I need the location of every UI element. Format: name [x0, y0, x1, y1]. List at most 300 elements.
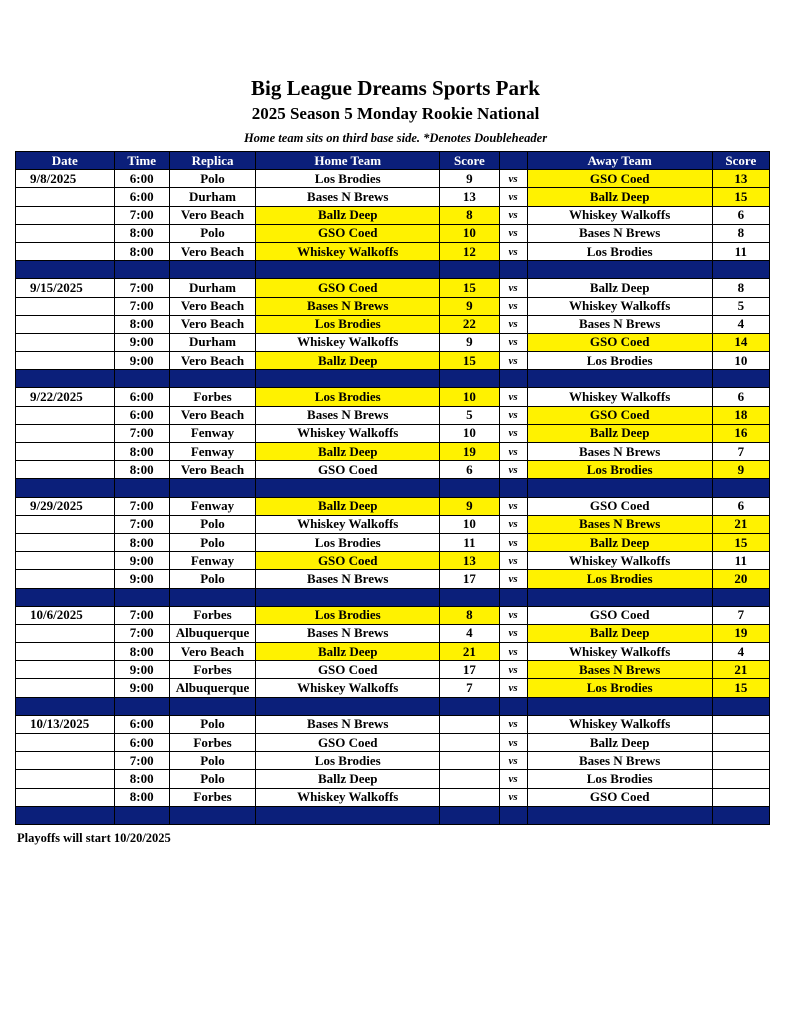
away-score-cell: 7: [712, 443, 769, 461]
replica-cell: Durham: [169, 188, 255, 206]
away-team-cell: GSO Coed: [527, 333, 712, 351]
vs-cell: vs: [499, 497, 527, 515]
away-score-cell: 21: [712, 515, 769, 533]
home-team-cell: GSO Coed: [256, 224, 440, 242]
table-row: [16, 770, 770, 788]
time-cell: 7:00: [114, 515, 169, 533]
table-row: [16, 443, 770, 461]
separator-cell: [527, 697, 712, 715]
table-row: [16, 661, 770, 679]
table-row: [16, 515, 770, 533]
table-row: [16, 461, 770, 479]
home-score-cell: 9: [440, 170, 499, 188]
separator-cell: [440, 479, 499, 497]
date-cell: [16, 643, 115, 661]
separator-cell: [256, 697, 440, 715]
separator-cell: [114, 479, 169, 497]
replica-cell: Forbes: [169, 388, 255, 406]
separator-cell: [114, 370, 169, 388]
separator-cell: [440, 261, 499, 279]
replica-cell: Polo: [169, 533, 255, 551]
away-score-cell: 11: [712, 552, 769, 570]
home-score-cell: 15: [440, 279, 499, 297]
vs-cell: vs: [499, 552, 527, 570]
away-team-cell: Los Brodies: [527, 352, 712, 370]
vs-cell: vs: [499, 170, 527, 188]
table-row: [16, 388, 770, 406]
separator-cell: [527, 588, 712, 606]
home-score-cell: 10: [440, 388, 499, 406]
time-cell: 7:00: [114, 424, 169, 442]
home-team-cell: GSO Coed: [256, 661, 440, 679]
away-team-cell: Bases N Brews: [527, 315, 712, 333]
date-cell: [16, 297, 115, 315]
separator-cell: [440, 370, 499, 388]
home-score-cell: 9: [440, 297, 499, 315]
separator-cell: [169, 697, 255, 715]
away-team-cell: Ballz Deep: [527, 188, 712, 206]
away-score-cell: [712, 788, 769, 806]
replica-cell: Polo: [169, 224, 255, 242]
home-team-cell: Los Brodies: [256, 752, 440, 770]
replica-cell: Fenway: [169, 497, 255, 515]
home-team-cell: Los Brodies: [256, 606, 440, 624]
separator-cell: [256, 370, 440, 388]
home-score-cell: 13: [440, 552, 499, 570]
away-team-cell: Los Brodies: [527, 570, 712, 588]
time-cell: 7:00: [114, 297, 169, 315]
replica-cell: Vero Beach: [169, 643, 255, 661]
vs-cell: vs: [499, 570, 527, 588]
replica-cell: Vero Beach: [169, 406, 255, 424]
date-cell: [16, 333, 115, 351]
week-separator-row: [16, 697, 770, 715]
time-cell: 8:00: [114, 443, 169, 461]
table-row: [16, 679, 770, 697]
time-cell: 9:00: [114, 352, 169, 370]
away-score-cell: 9: [712, 461, 769, 479]
time-cell: 6:00: [114, 188, 169, 206]
replica-cell: Vero Beach: [169, 242, 255, 260]
home-score-cell: 6: [440, 461, 499, 479]
away-score-cell: 15: [712, 679, 769, 697]
separator-cell: [499, 261, 527, 279]
home-score-cell: 10: [440, 224, 499, 242]
home-score-cell: [440, 715, 499, 733]
separator-cell: [169, 806, 255, 824]
date-cell: [16, 552, 115, 570]
away-score-cell: 10: [712, 352, 769, 370]
home-score-cell: 10: [440, 515, 499, 533]
away-team-cell: Bases N Brews: [527, 443, 712, 461]
separator-cell: [169, 588, 255, 606]
away-team-cell: Whiskey Walkoffs: [527, 297, 712, 315]
week-separator-row: [16, 588, 770, 606]
separator-cell: [527, 806, 712, 824]
away-score-cell: 18: [712, 406, 769, 424]
separator-cell: [169, 261, 255, 279]
separator-cell: [16, 697, 115, 715]
away-score-cell: 13: [712, 170, 769, 188]
separator-cell: [440, 806, 499, 824]
time-cell: 6:00: [114, 715, 169, 733]
time-cell: 6:00: [114, 734, 169, 752]
vs-cell: vs: [499, 206, 527, 224]
table-row: [16, 715, 770, 733]
vs-cell: vs: [499, 406, 527, 424]
vs-cell: vs: [499, 533, 527, 551]
table-row: [16, 279, 770, 297]
home-score-cell: 4: [440, 624, 499, 642]
away-score-cell: 15: [712, 533, 769, 551]
vs-cell: vs: [499, 624, 527, 642]
away-score-cell: 7: [712, 606, 769, 624]
separator-cell: [256, 588, 440, 606]
home-score-cell: [440, 734, 499, 752]
page-title: Big League Dreams Sports Park: [251, 76, 540, 100]
time-cell: 8:00: [114, 461, 169, 479]
replica-cell: Vero Beach: [169, 297, 255, 315]
home-team-cell: GSO Coed: [256, 279, 440, 297]
away-team-cell: Ballz Deep: [527, 424, 712, 442]
home-team-cell: Los Brodies: [256, 170, 440, 188]
date-cell: [16, 461, 115, 479]
home-score-cell: 8: [440, 606, 499, 624]
table-row: [16, 552, 770, 570]
date-cell: 9/8/2025: [16, 170, 115, 188]
away-team-cell: Los Brodies: [527, 461, 712, 479]
column-header-date: Date: [16, 152, 115, 170]
schedule-table: [15, 151, 770, 825]
table-row: [16, 333, 770, 351]
separator-cell: [169, 479, 255, 497]
column-header-home-team: Home Team: [256, 152, 440, 170]
separator-cell: [169, 370, 255, 388]
date-cell: [16, 424, 115, 442]
away-team-cell: Whiskey Walkoffs: [527, 715, 712, 733]
table-row: [16, 570, 770, 588]
table-row: [16, 606, 770, 624]
time-cell: 9:00: [114, 570, 169, 588]
away-team-cell: Ballz Deep: [527, 279, 712, 297]
separator-cell: [16, 479, 115, 497]
column-header-away-score: Score: [712, 152, 769, 170]
separator-cell: [712, 588, 769, 606]
time-cell: 9:00: [114, 552, 169, 570]
date-cell: [16, 315, 115, 333]
replica-cell: Albuquerque: [169, 679, 255, 697]
away-team-cell: GSO Coed: [527, 788, 712, 806]
date-cell: 10/6/2025: [16, 606, 115, 624]
away-team-cell: Los Brodies: [527, 770, 712, 788]
date-cell: [16, 188, 115, 206]
time-cell: 6:00: [114, 388, 169, 406]
away-score-cell: 8: [712, 279, 769, 297]
away-score-cell: 11: [712, 242, 769, 260]
date-cell: [16, 533, 115, 551]
date-cell: [16, 224, 115, 242]
vs-cell: vs: [499, 279, 527, 297]
date-cell: [16, 406, 115, 424]
home-score-cell: 9: [440, 333, 499, 351]
separator-cell: [499, 479, 527, 497]
away-team-cell: Whiskey Walkoffs: [527, 643, 712, 661]
table-row: [16, 788, 770, 806]
date-cell: 10/13/2025: [16, 715, 115, 733]
home-score-cell: 21: [440, 643, 499, 661]
table-row: [16, 188, 770, 206]
vs-cell: vs: [499, 424, 527, 442]
replica-cell: Vero Beach: [169, 206, 255, 224]
home-team-cell: Ballz Deep: [256, 497, 440, 515]
away-score-cell: 14: [712, 333, 769, 351]
date-cell: [16, 770, 115, 788]
separator-cell: [16, 261, 115, 279]
time-cell: 8:00: [114, 315, 169, 333]
away-team-cell: Los Brodies: [527, 242, 712, 260]
separator-cell: [712, 697, 769, 715]
separator-cell: [16, 806, 115, 824]
away-score-cell: [712, 752, 769, 770]
home-score-cell: 10: [440, 424, 499, 442]
separator-cell: [114, 588, 169, 606]
away-team-cell: GSO Coed: [527, 497, 712, 515]
table-header-row: [16, 152, 770, 170]
vs-cell: vs: [499, 461, 527, 479]
date-cell: [16, 788, 115, 806]
separator-cell: [114, 261, 169, 279]
away-team-cell: GSO Coed: [527, 606, 712, 624]
separator-cell: [16, 370, 115, 388]
table-row: [16, 734, 770, 752]
home-team-cell: Ballz Deep: [256, 352, 440, 370]
replica-cell: Forbes: [169, 734, 255, 752]
table-row: [16, 242, 770, 260]
time-cell: 9:00: [114, 661, 169, 679]
date-cell: [16, 679, 115, 697]
home-team-cell: Bases N Brews: [256, 406, 440, 424]
time-cell: 8:00: [114, 224, 169, 242]
home-team-cell: Ballz Deep: [256, 206, 440, 224]
home-team-cell: Los Brodies: [256, 388, 440, 406]
away-score-cell: 6: [712, 388, 769, 406]
home-team-cell: Los Brodies: [256, 533, 440, 551]
vs-cell: vs: [499, 788, 527, 806]
page-note: Home team sits on third base side. *Denotes Doubleheader: [243, 131, 548, 145]
away-score-cell: 21: [712, 661, 769, 679]
separator-cell: [712, 479, 769, 497]
separator-cell: [256, 806, 440, 824]
replica-cell: Polo: [169, 770, 255, 788]
home-team-cell: Bases N Brews: [256, 297, 440, 315]
away-team-cell: Los Brodies: [527, 679, 712, 697]
replica-cell: Vero Beach: [169, 315, 255, 333]
away-score-cell: 20: [712, 570, 769, 588]
date-cell: [16, 734, 115, 752]
away-team-cell: Bases N Brews: [527, 515, 712, 533]
column-header-home-score: Score: [440, 152, 499, 170]
separator-cell: [440, 588, 499, 606]
vs-cell: vs: [499, 715, 527, 733]
home-score-cell: [440, 770, 499, 788]
separator-cell: [712, 261, 769, 279]
away-score-cell: [712, 715, 769, 733]
replica-cell: Polo: [169, 715, 255, 733]
date-cell: [16, 570, 115, 588]
date-cell: [16, 752, 115, 770]
home-score-cell: [440, 752, 499, 770]
date-cell: [16, 206, 115, 224]
home-team-cell: Los Brodies: [256, 315, 440, 333]
table-row: [16, 224, 770, 242]
vs-cell: vs: [499, 643, 527, 661]
replica-cell: Fenway: [169, 552, 255, 570]
separator-cell: [499, 370, 527, 388]
page-subtitle: 2025 Season 5 Monday Rookie National: [251, 104, 540, 123]
away-score-cell: 4: [712, 643, 769, 661]
column-header-vs: [499, 152, 527, 170]
separator-cell: [440, 697, 499, 715]
home-score-cell: [440, 788, 499, 806]
away-score-cell: [712, 770, 769, 788]
date-cell: 9/15/2025: [16, 279, 115, 297]
table-row: [16, 497, 770, 515]
away-score-cell: 8: [712, 224, 769, 242]
home-team-cell: Bases N Brews: [256, 715, 440, 733]
table-row: [16, 533, 770, 551]
home-score-cell: 17: [440, 570, 499, 588]
vs-cell: vs: [499, 734, 527, 752]
time-cell: 8:00: [114, 643, 169, 661]
vs-cell: vs: [499, 297, 527, 315]
home-team-cell: Whiskey Walkoffs: [256, 515, 440, 533]
date-cell: [16, 515, 115, 533]
home-score-cell: 22: [440, 315, 499, 333]
replica-cell: Polo: [169, 570, 255, 588]
time-cell: 6:00: [114, 406, 169, 424]
replica-cell: Polo: [169, 752, 255, 770]
away-team-cell: Ballz Deep: [527, 533, 712, 551]
home-team-cell: Whiskey Walkoffs: [256, 788, 440, 806]
away-team-cell: Ballz Deep: [527, 624, 712, 642]
week-separator-row: [16, 261, 770, 279]
separator-cell: [499, 697, 527, 715]
column-header-time: Time: [114, 152, 169, 170]
away-score-cell: 4: [712, 315, 769, 333]
date-cell: 9/29/2025: [16, 497, 115, 515]
home-score-cell: 9: [440, 497, 499, 515]
away-score-cell: 19: [712, 624, 769, 642]
vs-cell: vs: [499, 315, 527, 333]
date-cell: 9/22/2025: [16, 388, 115, 406]
separator-cell: [712, 806, 769, 824]
replica-cell: Forbes: [169, 661, 255, 679]
vs-cell: vs: [499, 352, 527, 370]
separator-cell: [527, 370, 712, 388]
replica-cell: Polo: [169, 170, 255, 188]
time-cell: 7:00: [114, 624, 169, 642]
schedule-body: [16, 170, 770, 825]
vs-cell: vs: [499, 661, 527, 679]
home-team-cell: Whiskey Walkoffs: [256, 333, 440, 351]
vs-cell: vs: [499, 242, 527, 260]
home-team-cell: Whiskey Walkoffs: [256, 242, 440, 260]
home-team-cell: Bases N Brews: [256, 570, 440, 588]
home-score-cell: 13: [440, 188, 499, 206]
table-row: [16, 624, 770, 642]
separator-cell: [256, 479, 440, 497]
replica-cell: Polo: [169, 515, 255, 533]
table-row: [16, 206, 770, 224]
table-row: [16, 406, 770, 424]
away-team-cell: Whiskey Walkoffs: [527, 552, 712, 570]
separator-cell: [527, 261, 712, 279]
separator-cell: [712, 370, 769, 388]
time-cell: 6:00: [114, 170, 169, 188]
home-score-cell: 17: [440, 661, 499, 679]
week-separator-row: [16, 370, 770, 388]
replica-cell: Forbes: [169, 788, 255, 806]
away-score-cell: 6: [712, 497, 769, 515]
date-cell: [16, 242, 115, 260]
home-team-cell: GSO Coed: [256, 461, 440, 479]
table-row: [16, 424, 770, 442]
vs-cell: vs: [499, 752, 527, 770]
vs-cell: vs: [499, 515, 527, 533]
away-team-cell: Whiskey Walkoffs: [527, 388, 712, 406]
replica-cell: Fenway: [169, 443, 255, 461]
away-team-cell: Ballz Deep: [527, 734, 712, 752]
away-team-cell: Bases N Brews: [527, 752, 712, 770]
away-score-cell: [712, 734, 769, 752]
table-row: [16, 643, 770, 661]
column-header-replica: Replica: [169, 152, 255, 170]
vs-cell: vs: [499, 188, 527, 206]
away-team-cell: GSO Coed: [527, 170, 712, 188]
home-team-cell: Ballz Deep: [256, 443, 440, 461]
replica-cell: Durham: [169, 333, 255, 351]
table-row: [16, 170, 770, 188]
table-row: [16, 297, 770, 315]
away-score-cell: 15: [712, 188, 769, 206]
home-team-cell: Whiskey Walkoffs: [256, 679, 440, 697]
table-row: [16, 752, 770, 770]
away-score-cell: 16: [712, 424, 769, 442]
time-cell: 7:00: [114, 279, 169, 297]
away-score-cell: 6: [712, 206, 769, 224]
home-team-cell: Bases N Brews: [256, 188, 440, 206]
away-team-cell: GSO Coed: [527, 406, 712, 424]
vs-cell: vs: [499, 443, 527, 461]
replica-cell: Vero Beach: [169, 461, 255, 479]
home-score-cell: 7: [440, 679, 499, 697]
replica-cell: Durham: [169, 279, 255, 297]
away-team-cell: Whiskey Walkoffs: [527, 206, 712, 224]
time-cell: 9:00: [114, 333, 169, 351]
away-team-cell: Bases N Brews: [527, 661, 712, 679]
week-separator-row: [16, 806, 770, 824]
replica-cell: Vero Beach: [169, 352, 255, 370]
home-team-cell: Whiskey Walkoffs: [256, 424, 440, 442]
home-score-cell: 15: [440, 352, 499, 370]
time-cell: 7:00: [114, 752, 169, 770]
vs-cell: vs: [499, 388, 527, 406]
time-cell: 8:00: [114, 788, 169, 806]
vs-cell: vs: [499, 333, 527, 351]
home-team-cell: Bases N Brews: [256, 624, 440, 642]
time-cell: 7:00: [114, 497, 169, 515]
separator-cell: [114, 806, 169, 824]
